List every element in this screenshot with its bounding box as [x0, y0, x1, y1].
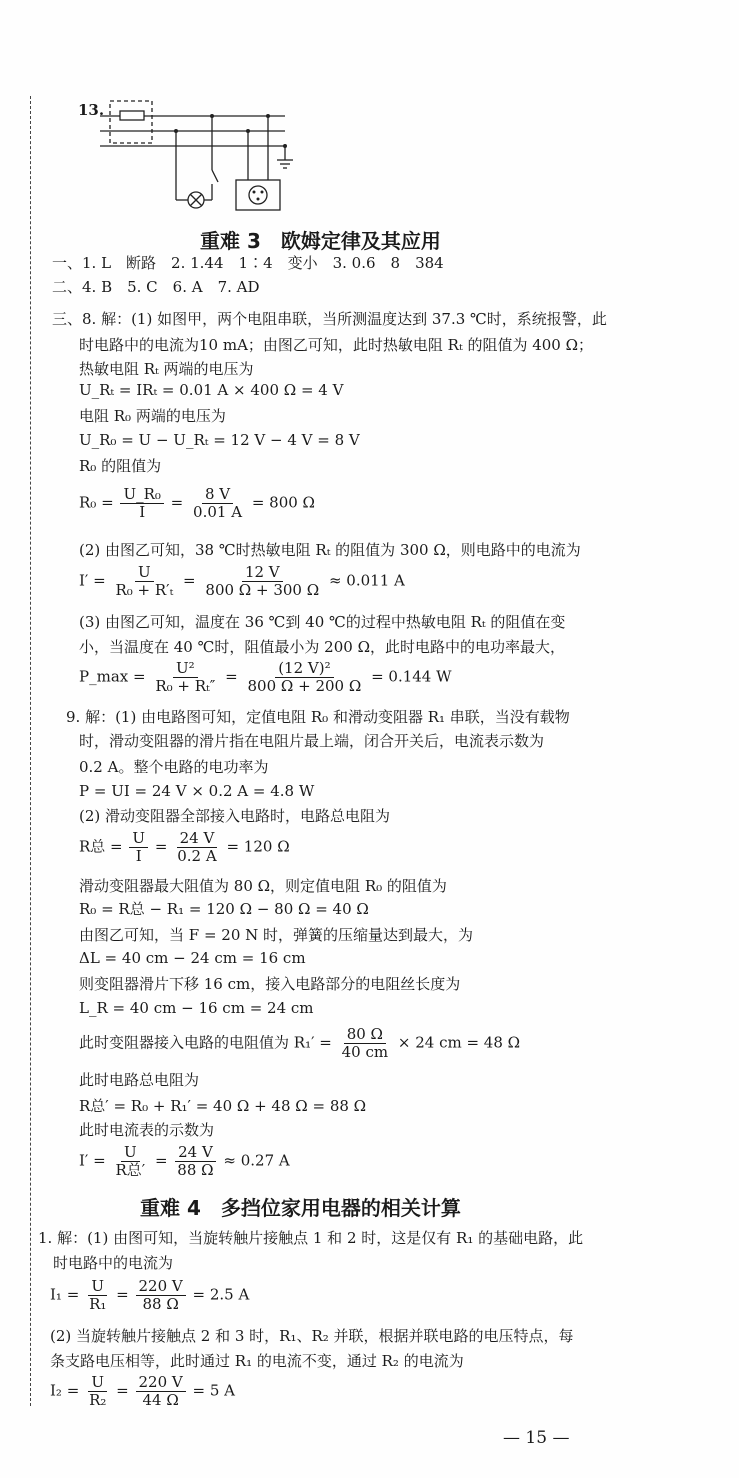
answer-line: 由图乙可知，当 F = 20 N 时，弹簧的压缩量达到最大，为 — [79, 926, 474, 944]
answer-line: 一、1. L 断路 2. 1.44 1∶4 变小 3. 0.6 8 384 — [52, 254, 444, 272]
answer-line: R₀ 的阻值为 — [79, 457, 162, 475]
answer-line: (2) 当旋转触片接触点 2 和 3 时，R₁、R₂ 并联，根据并联电路的电压特点，每 — [50, 1327, 574, 1345]
equation-line: U_R₀ = U − U_Rₜ = 12 V − 4 V = 8 V — [79, 431, 360, 449]
equation-i1: I₁ = $\frac{U}{\text{R₁}}$ = $\frac{220 V}{88 \Omega}$ = 2.5 A — [50, 1277, 250, 1313]
answer-line: 则变阻器滑片下移 16 cm，接入电路部分的电阻丝长度为 — [79, 975, 461, 993]
answer-line: 时，滑动变阻器的滑片指在电阻片最上端，闭合开关后，电流表示数为 — [79, 732, 545, 750]
fuse-icon — [120, 111, 144, 120]
page-number: — 15 — — [503, 1428, 570, 1448]
equation-rtotal: R总 = $\frac{U}{I}$ = $\frac{24 V}{0.2 A}$ = 120 Ω — [79, 829, 290, 865]
answer-line: (2) 由图乙可知，38 ℃时热敏电阻 Rₜ 的阻值为 300 Ω，则电路中的电流为 — [79, 541, 581, 559]
binding-margin-line — [30, 96, 31, 1406]
equation-line: R总′ = R₀ + R₁′ = 40 Ω + 48 Ω = 88 Ω — [79, 1097, 367, 1115]
answer-line: (3) 由图乙可知，温度在 36 ℃到 40 ℃的过程中热敏电阻 Rₜ 的阻值在变 — [79, 613, 566, 631]
equation-r0: R₀ = $\frac{\text{U\_R₀}}{I}$ = $\frac{8 V}{0.01 A}$ = 800 Ω — [79, 485, 315, 521]
socket-icon — [236, 180, 280, 210]
section-title-3: 重难 3 欧姆定律及其应用 — [200, 229, 441, 253]
equation-line: P = UI = 24 V × 0.2 A = 4.8 W — [79, 782, 315, 800]
answer-line: 二、4. B 5. C 6. A 7. AD — [52, 278, 260, 296]
answer-line: 时电路中的电流为 — [53, 1254, 174, 1272]
equation-pmax: P_max = $\frac{\text{U²}}{\text{R₀ + Rₜ″}}$ = $\frac{\text{(12 V)²}}{800 \Omega + 200 \Omega}$ = 0.144 W — [79, 659, 452, 695]
answer-line: 滑动变阻器最大阻值为 80 Ω，则定值电阻 R₀ 的阻值为 — [79, 877, 447, 895]
equation-line: U_Rₜ = IRₜ = 0.01 A × 400 Ω = 4 V — [79, 381, 344, 399]
answer-line: 0.2 A。整个电路的电功率为 — [79, 758, 269, 776]
answer-line: 电阻 R₀ 两端的电压为 — [79, 407, 226, 425]
q13-label: 13. — [78, 101, 105, 119]
equation-line: R₀ = R总 − R₁ = 120 Ω − 80 Ω = 40 Ω — [79, 900, 369, 918]
equation-line: ΔL = 40 cm − 24 cm = 16 cm — [79, 949, 306, 967]
equation-i2: I′ = $\frac{U}{\text{R总′}}$ = $\frac{24 V}{88 \Omega}$ ≈ 0.27 A — [79, 1143, 290, 1179]
answer-line: 此时电流表的示数为 — [79, 1121, 215, 1139]
answer-line: 小，当温度在 40 ℃时，阻值最小为 200 Ω，此时电路中的电功率最大， — [79, 638, 566, 656]
answer-line: 三、8. 解：(1) 如图甲，两个电阻串联，当所测温度达到 37.3 ℃时，系统报警，此 — [52, 310, 607, 328]
section-title-4: 重难 4 多挡位家用电器的相关计算 — [140, 1196, 461, 1220]
answer-line: 热敏电阻 Rₜ 两端的电压为 — [79, 360, 254, 378]
answer-line: 1. 解：(1) 由图可知，当旋转触片接触点 1 和 2 时，这是仅有 R₁ 的基础电路，此 — [38, 1229, 584, 1247]
equation-i: I′ = $\frac{U}{\text{R₀ + R′ₜ}}$ = $\frac{12 V}{800 \Omega + 300 \Omega}$ ≈ 0.011 A — [79, 563, 405, 599]
answer-line: 9. 解：(1) 由电路图可知，定值电阻 R₀ 和滑动变阻器 R₁ 串联，当没有载物 — [66, 708, 570, 726]
equation-line: L_R = 40 cm − 16 cm = 24 cm — [79, 999, 314, 1017]
answer-line: 此时电路总电阻为 — [79, 1071, 200, 1089]
answer-line: 时电路中的电流为10 mA；由图乙可知，此时热敏电阻 Rₜ 的阻值为 400 Ω； — [79, 336, 594, 354]
circuit-diagram — [100, 98, 300, 216]
equation-r1: 此时变阻器接入电路的电阻值为 R₁′ = $\frac{80 \Omega}{40 cm}$ × 24 cm = 48 Ω — [79, 1025, 521, 1061]
equation-i2b: I₂ = $\frac{U}{\text{R₂}}$ = $\frac{220 V}{44 \Omega}$ = 5 A — [50, 1373, 236, 1409]
answer-line: 条支路电压相等，此时通过 R₁ 的电流不变，通过 R₂ 的电流为 — [50, 1352, 464, 1370]
answer-line: (2) 滑动变阻器全部接入电路时，电路总电阻为 — [79, 807, 391, 825]
